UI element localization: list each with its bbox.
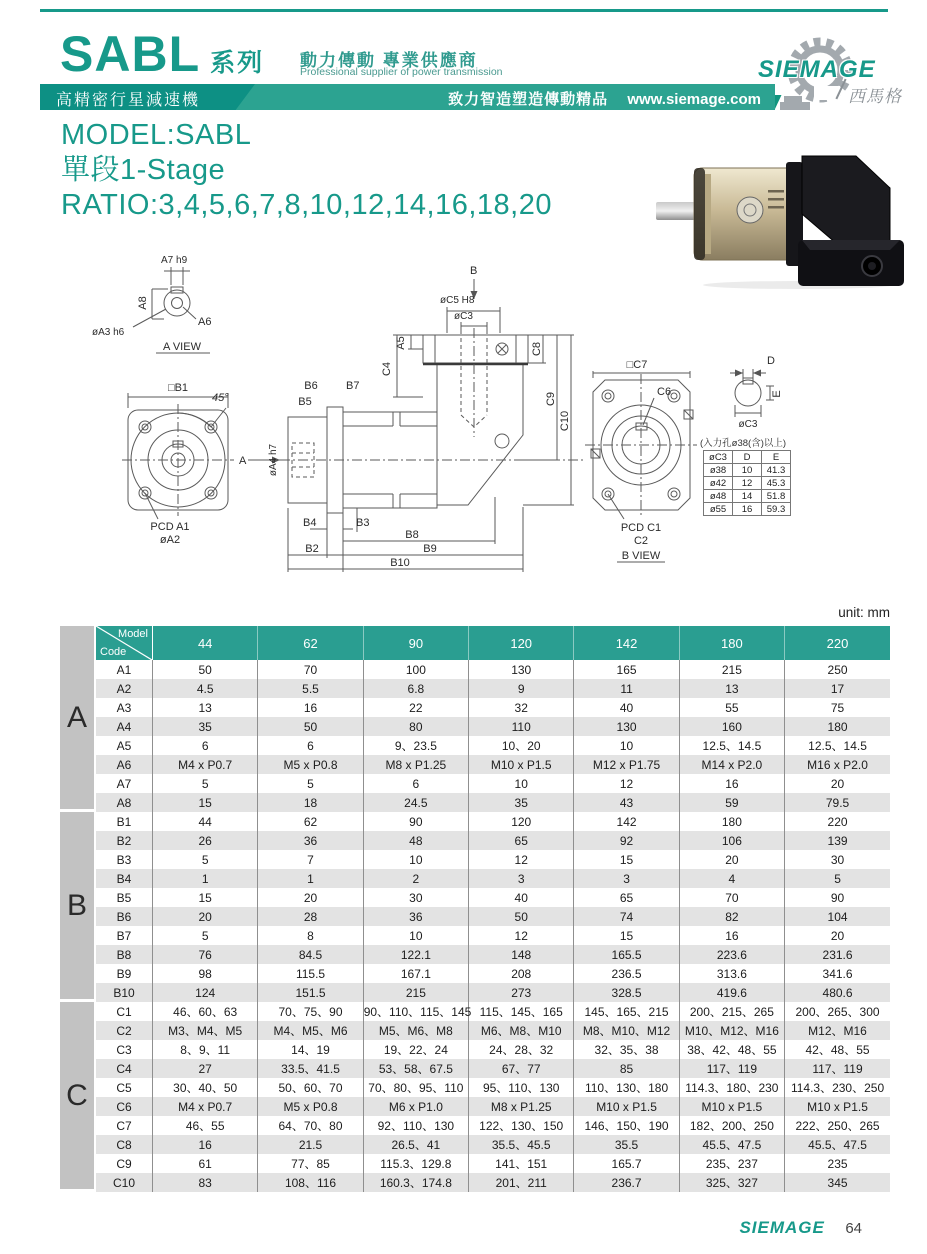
dim-label-øC5-H8: øC5 H8 bbox=[440, 295, 475, 306]
dim-label-B4: B4 bbox=[303, 517, 317, 529]
table-row-C3: C3 8、9、11 14、19 19、22、24 24、28、32 32、35、38 38、42、48、55 42、48、55 bbox=[96, 1040, 890, 1059]
slogan-cn: 動力傳動 專業供應商 bbox=[300, 51, 478, 70]
table-row-A4: A4 35 50 80 110 130 160 180 bbox=[96, 717, 890, 736]
page-title bbox=[60, 28, 264, 89]
top-rule bbox=[40, 9, 888, 12]
table-row-A8: A8 15 18 24.5 35 43 59 79.5 bbox=[96, 793, 890, 812]
column-header-62: 62 bbox=[258, 626, 363, 660]
input-bore-detail bbox=[730, 369, 774, 417]
dim-label-C2: C2 bbox=[633, 535, 649, 547]
column-header-44: 44 bbox=[153, 626, 258, 660]
ratio-line: RATIO:3,4,5,6,7,8,10,12,14,16,18,20 bbox=[61, 189, 552, 221]
table-row-A2: A2 4.5 5.5 6.8 9 11 13 17 bbox=[96, 679, 890, 698]
logo-wordmark: SIEMAGE bbox=[758, 56, 876, 83]
dim-label-B8: B8 bbox=[405, 529, 419, 541]
table-row-C6: C6 M4 x P0.7 M5 x P0.8 M6 x P1.0 M8 x P1.25 M10 x P1.5 M10 x P1.5 M10 x P1.5 bbox=[96, 1097, 890, 1116]
dim-label-B6: B6 bbox=[304, 380, 318, 392]
dim-label-D: D bbox=[767, 355, 775, 367]
dim-label-øA4-h7: øA4 h7 bbox=[268, 443, 279, 477]
table-row-C8: C8 16 21.5 26.5、41 35.5、45.5 35.5 45.5、47.5 45.5、47.5 bbox=[96, 1135, 890, 1154]
front-flange-view bbox=[122, 393, 280, 519]
table-row-B8: B8 76 84.5 122.1 148 165.5 223.6 231.6 bbox=[96, 945, 890, 964]
table-row-C2: C2 M3、M4、M5 M4、M5、M6 M5、M6、M8 M6、M8、M10 M8、M10、M12 M10、M12、M16 M12、M16 bbox=[96, 1021, 890, 1040]
table-row-B6: B6 20 28 36 50 74 82 104 bbox=[96, 907, 890, 926]
table-row-C1: C1 46、60、63 70、75、90 90、110、115、145 115、145、165 145、165、215 200、215、265 200、265、300 bbox=[96, 1002, 890, 1021]
table-row-A6: A6 M4 x P0.7 M5 x P0.8 M8 x P1.25 M10 x P1.5 M12 x P1.75 M14 x P2.0 M16 x P2.0 bbox=[96, 755, 890, 774]
table-row-B7: B7 5 8 10 12 15 16 20 bbox=[96, 926, 890, 945]
dim-label-øC3: øC3 bbox=[738, 419, 758, 430]
table-row-B9: B9 98 115.5 167.1 208 236.5 313.6 341.6 bbox=[96, 964, 890, 983]
table-row-B2: B2 26 36 48 65 92 106 139 bbox=[96, 831, 890, 850]
dim-label-A7-h9: A7 h9 bbox=[161, 255, 188, 266]
dim-label-B9: B9 bbox=[423, 543, 437, 555]
dim-label-øA2: øA2 bbox=[159, 534, 181, 546]
table-row-C10: C10 83 108、116 160.3、174.8 201、211 236.7 325、327 345 bbox=[96, 1173, 890, 1192]
dim-label-B: B bbox=[470, 265, 478, 277]
dim-label-C10: C10 bbox=[559, 410, 571, 432]
dim-label-A-VIEW: A VIEW bbox=[163, 341, 201, 353]
group-A bbox=[96, 660, 890, 812]
dim-label-B-VIEW: B VIEW bbox=[621, 550, 661, 562]
dim-label-A: A bbox=[239, 455, 247, 467]
group-C bbox=[96, 1002, 890, 1192]
corner-code-label: Code bbox=[100, 646, 127, 658]
page-number: 64 bbox=[845, 1220, 862, 1237]
table-row-A3: A3 13 16 22 32 40 55 75 bbox=[96, 698, 890, 717]
table-row-C5: C5 30、40、50 50、60、70 70、80、95、110 95、110、130 110、130、180 114.3、180、230 114.3、230、250 bbox=[96, 1078, 890, 1097]
dim-label-B7: B7 bbox=[346, 380, 360, 392]
dim-label-B2: B2 bbox=[305, 543, 319, 555]
banner-right-text bbox=[448, 88, 761, 109]
right-angle-housing bbox=[802, 156, 890, 250]
table-row-B4: B4 1 1 2 3 3 4 5 bbox=[96, 869, 890, 888]
unit-label: unit: mm bbox=[838, 605, 890, 620]
group-label-A: A bbox=[60, 626, 94, 809]
website-text: www.siemage.com bbox=[627, 91, 761, 108]
dim-label-A6: A6 bbox=[198, 316, 212, 328]
column-header-142: 142 bbox=[574, 626, 679, 660]
dim-label-□C7: □C7 bbox=[626, 359, 648, 371]
inset-row: ø55 16 59.3 bbox=[704, 503, 791, 516]
page-footer bbox=[40, 1218, 862, 1238]
brand-name: SABL bbox=[60, 26, 201, 82]
dim-label-B10: B10 bbox=[390, 557, 410, 569]
corner-model-label: Model bbox=[118, 628, 148, 640]
table-row-A5: A5 6 6 9、23.5 10、20 10 12.5、14.5 12.5、14.5 bbox=[96, 736, 890, 755]
column-header-180: 180 bbox=[679, 626, 784, 660]
dim-label-øC3: øC3 bbox=[454, 311, 473, 322]
slogan-en: Professional supplier of power transmission bbox=[300, 66, 503, 78]
banner-left-text: 高精密行星減速機 bbox=[56, 92, 201, 109]
stage-line: 單段1-Stage bbox=[61, 154, 226, 186]
table-row-B1: B1 44 62 90 120 142 180 220 bbox=[96, 812, 890, 831]
dim-label-C9: C9 bbox=[545, 391, 557, 407]
input-bore-table: øC3 D E ø38 10 41.3 ø42 12 45.3 ø48 14 51.8 ø55 16 59.3 bbox=[703, 450, 791, 516]
dimension-table bbox=[96, 626, 890, 1192]
inset-row: ø48 14 51.8 bbox=[704, 490, 791, 503]
technical-drawing bbox=[40, 245, 890, 607]
group-strip bbox=[60, 626, 94, 1189]
header-banner bbox=[40, 84, 775, 110]
table-row-B5: B5 15 20 30 40 65 70 90 bbox=[96, 888, 890, 907]
dim-label-B3: B3 bbox=[356, 517, 370, 529]
dim-label-C6: C6 bbox=[657, 386, 672, 398]
table-row-A7: A7 5 5 6 10 12 16 20 bbox=[96, 774, 890, 793]
logo-cn-text: 西馬格 bbox=[848, 87, 902, 106]
dim-label-A8: A8 bbox=[137, 296, 149, 310]
group-label-C: C bbox=[60, 1002, 94, 1189]
banner-motto: 致力智造塑造傳動精品 bbox=[448, 91, 609, 108]
column-header-220: 220 bbox=[785, 626, 890, 660]
company-logo bbox=[752, 30, 922, 110]
table-row-C7: C7 46、55 64、70、80 92、110、130 122、130、150 146、150、190 182、200、250 222、250、265 bbox=[96, 1116, 890, 1135]
dim-label-□B1: □B1 bbox=[167, 382, 189, 394]
dim-label-C4: C4 bbox=[381, 361, 393, 377]
table-row-C9: C9 61 77、85 115.3、129.8 141、151 165.7 235、237 235 bbox=[96, 1154, 890, 1173]
column-header-90: 90 bbox=[363, 626, 468, 660]
dim-label-45°: 45° bbox=[212, 392, 229, 404]
dim-label-E: E bbox=[771, 390, 783, 398]
table-row-B10: B10 124 151.5 215 273 328.5 419.6 480.6 bbox=[96, 983, 890, 1002]
footer-logo: SIEMAGE bbox=[739, 1218, 825, 1237]
dim-label-øA3-h6: øA3 h6 bbox=[92, 327, 125, 338]
dim-label-A5: A5 bbox=[395, 336, 407, 350]
model-line: MODEL:SABL bbox=[61, 119, 252, 151]
group-B bbox=[96, 812, 890, 1002]
column-header-120: 120 bbox=[469, 626, 574, 660]
inset-row: ø42 12 45.3 bbox=[704, 477, 791, 490]
table-row-A1: A1 50 70 100 130 165 215 250 bbox=[96, 660, 890, 679]
inset-row: ø38 10 41.3 bbox=[704, 464, 791, 477]
table-row-B3: B3 5 7 10 12 15 20 30 bbox=[96, 850, 890, 869]
inset-table-title: (入力孔ø38(含)以上) bbox=[700, 438, 787, 449]
table-row-C4: C4 27 33.5、41.5 53、58、67.5 67、77 85 117、119 117、119 bbox=[96, 1059, 890, 1078]
dim-label-PCD-C1: PCD C1 bbox=[620, 522, 662, 534]
dim-label-C8: C8 bbox=[531, 341, 543, 357]
group-label-B: B bbox=[60, 812, 94, 999]
dim-label-B5: B5 bbox=[298, 396, 312, 408]
corner-cell bbox=[96, 626, 153, 660]
dim-label-PCD-A1: PCD A1 bbox=[150, 521, 190, 533]
brand-series: 系列 bbox=[210, 49, 265, 77]
model-block bbox=[61, 118, 552, 223]
